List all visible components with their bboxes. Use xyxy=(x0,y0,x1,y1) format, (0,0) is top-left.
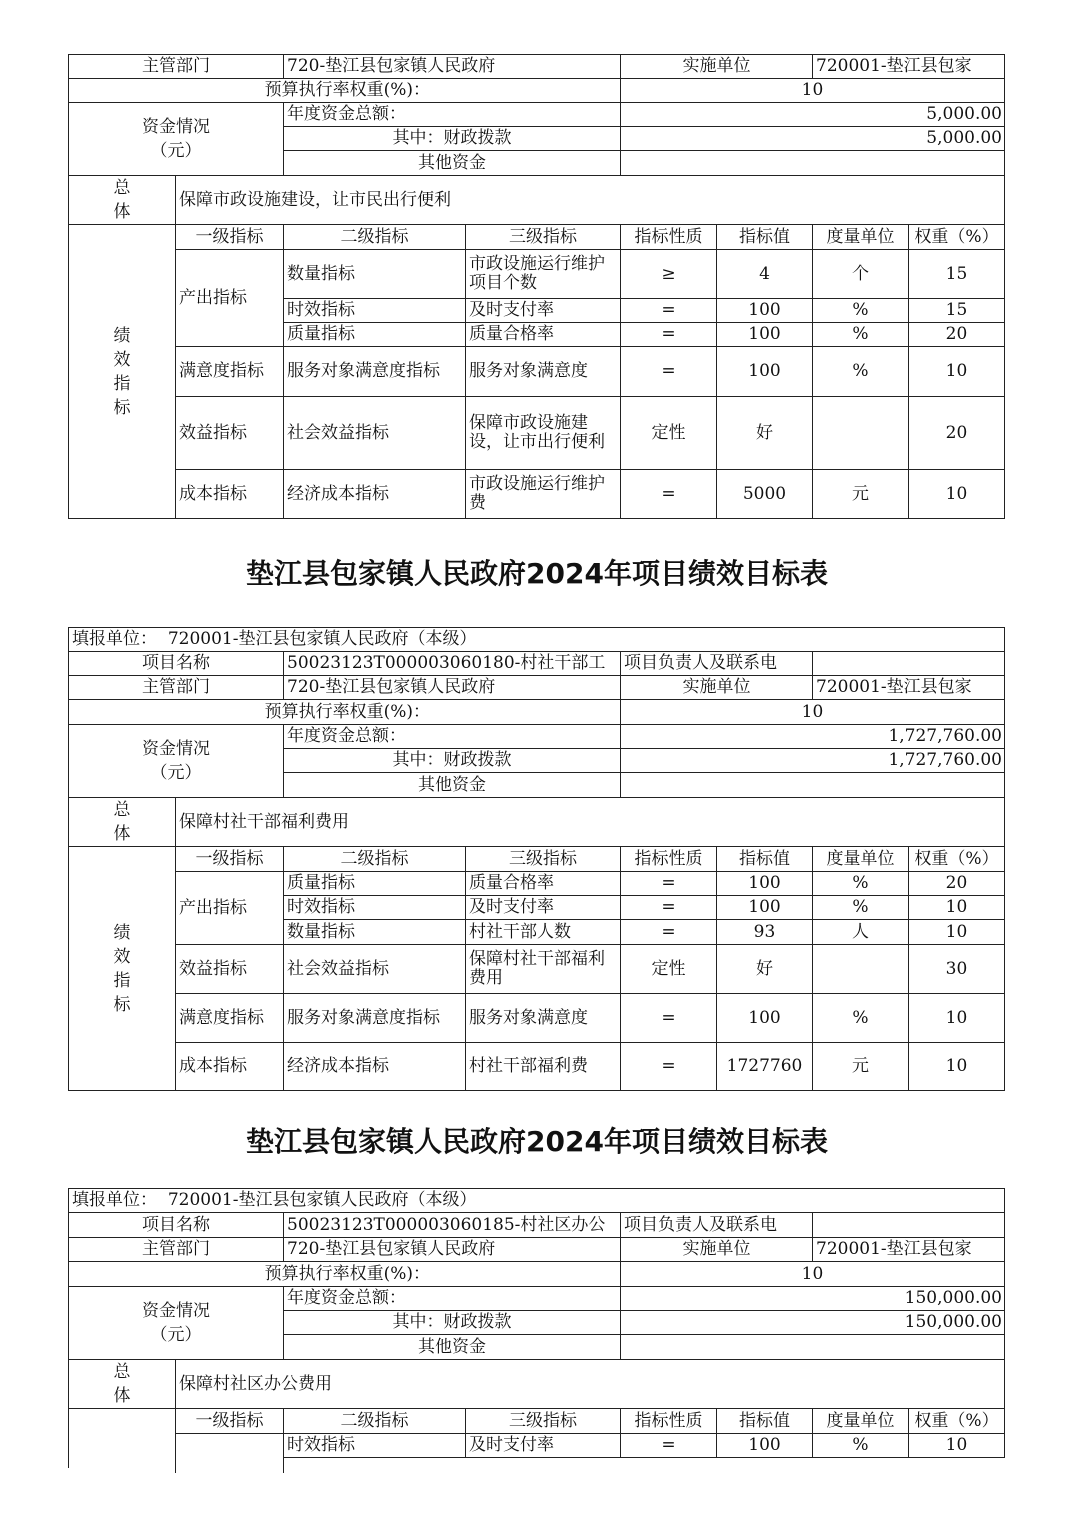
l1-benefit: 效益指标 xyxy=(175,396,284,470)
l3-cell: 保障市政设施建设，让市出行便利 xyxy=(465,396,621,470)
perf-label: 绩效指标 xyxy=(68,846,176,1091)
dept-value: 720-垫江县包家镇人民政府 xyxy=(283,1237,621,1262)
weight-cell: 20 xyxy=(908,871,1005,896)
project-name-value: 50023123T000003060185-村社区办公 xyxy=(283,1212,621,1238)
nature-cell: = xyxy=(620,469,717,519)
fiscal-value: 5,000.00 xyxy=(620,126,1005,151)
unit-cell: % xyxy=(812,346,909,397)
weight-cell: 15 xyxy=(908,298,1005,323)
weight-cell: 15 xyxy=(908,249,1005,299)
header-l3: 三级指标 xyxy=(465,846,621,872)
unit-cell: % xyxy=(812,993,909,1043)
l1-output: 产出指标 xyxy=(175,249,284,347)
overall-value: 保障市政设施建设，让市民出行便利 xyxy=(175,175,1005,225)
l3-cell: 市政设施运行维护费 xyxy=(465,469,621,519)
budget-weight-label: 预算执行率权重(%)： xyxy=(68,699,621,725)
impl-unit-value: 720001-垫江县包家 xyxy=(812,54,1005,79)
l3-cell: 及时支付率 xyxy=(465,298,621,323)
dept-label: 主管部门 xyxy=(68,675,284,700)
value-cell: 1727760 xyxy=(716,1042,813,1091)
l2-cell: 服务对象满意度指标 xyxy=(283,346,466,397)
dept-label: 主管部门 xyxy=(68,54,284,79)
value-cell: 100 xyxy=(716,895,813,920)
l2-cell: 经济成本指标 xyxy=(283,469,466,519)
project-name-value: 50023123T000003060180-村社干部工 xyxy=(283,651,621,676)
value-cell: 100 xyxy=(716,346,813,397)
fill-unit-value: 720001-垫江县包家镇人民政府（本级） xyxy=(167,1190,477,1210)
fiscal-value: 1,727,760.00 xyxy=(620,748,1005,773)
l2-cell: 数量指标 xyxy=(283,249,466,299)
overall-label: 总体 xyxy=(68,797,176,847)
unit-cell: % xyxy=(812,298,909,323)
other-fund-value xyxy=(620,1334,1005,1360)
value-cell: 93 xyxy=(716,919,813,945)
l2-cell: 服务对象满意度指标 xyxy=(283,993,466,1043)
project-name-label: 项目名称 xyxy=(68,651,284,676)
impl-unit-value: 720001-垫江县包家 xyxy=(812,1237,1005,1262)
value-cell: 好 xyxy=(716,944,813,994)
weight-cell: 30 xyxy=(908,944,1005,994)
budget-weight-label: 预算执行率权重(%)： xyxy=(68,78,621,103)
l3-cell: 村社干部福利费 xyxy=(465,1042,621,1091)
l2-cell: 质量指标 xyxy=(283,322,466,347)
header-unit: 度量单位 xyxy=(812,1408,909,1434)
unit-cell xyxy=(812,944,909,994)
unit-cell: % xyxy=(812,895,909,920)
header-l3: 三级指标 xyxy=(465,224,621,250)
budget-weight-label: 预算执行率权重(%)： xyxy=(68,1261,621,1287)
header-l2: 二级指标 xyxy=(283,846,466,872)
nature-cell: = xyxy=(620,346,717,397)
l1-cost: 成本指标 xyxy=(175,1042,284,1091)
budget-weight-value: 10 xyxy=(620,78,1005,103)
l3-cell: 服务对象满意度 xyxy=(465,346,621,397)
header-nature: 指标性质 xyxy=(620,846,717,872)
l2-cell: 时效指标 xyxy=(283,1433,466,1458)
l1-cost: 成本指标 xyxy=(175,469,284,519)
overall-value: 保障村社干部福利费用 xyxy=(175,797,1005,847)
weight-cell: 10 xyxy=(908,1042,1005,1091)
annual-total-value: 5,000.00 xyxy=(620,102,1005,127)
l2-cell: 时效指标 xyxy=(283,895,466,920)
l2-cell: 经济成本指标 xyxy=(283,1042,466,1091)
header-l3: 三级指标 xyxy=(465,1408,621,1434)
value-cell: 5000 xyxy=(716,469,813,519)
l3-cell: 村社干部人数 xyxy=(465,919,621,945)
header-value: 指标值 xyxy=(716,846,813,872)
dept-label: 主管部门 xyxy=(68,1237,284,1262)
other-fund-value xyxy=(620,150,1005,176)
fill-unit-row: 填报单位： 720001-垫江县包家镇人民政府（本级） xyxy=(68,627,1005,652)
annual-total-value: 1,727,760.00 xyxy=(620,724,1005,749)
weight-cell: 10 xyxy=(908,919,1005,945)
l3-cell: 及时支付率 xyxy=(465,895,621,920)
l3-cell: 保障村社干部福利费用 xyxy=(465,944,621,994)
other-fund-label: 其他资金 xyxy=(283,150,621,176)
unit-cell: % xyxy=(812,871,909,896)
l1-satisfaction: 满意度指标 xyxy=(175,993,284,1043)
impl-unit-label: 实施单位 xyxy=(620,1237,813,1262)
annual-total-label: 年度资金总额： xyxy=(283,1286,621,1311)
weight-cell: 10 xyxy=(908,993,1005,1043)
impl-unit-label: 实施单位 xyxy=(620,675,813,700)
project-name-label: 项目名称 xyxy=(68,1212,284,1238)
l1-output: 产出指标 xyxy=(175,871,284,945)
value-cell: 100 xyxy=(716,298,813,323)
impl-unit-label: 实施单位 xyxy=(620,54,813,79)
other-fund-value xyxy=(620,772,1005,798)
perf-label: 绩效指标 xyxy=(68,224,176,519)
annual-total-value: 150,000.00 xyxy=(620,1286,1005,1311)
fill-unit-row: 填报单位： 720001-垫江县包家镇人民政府（本级） xyxy=(68,1188,1005,1213)
dept-value: 720-垫江县包家镇人民政府 xyxy=(283,54,621,79)
value-cell: 100 xyxy=(716,871,813,896)
l3-cell: 及时支付率 xyxy=(465,1433,621,1458)
header-nature: 指标性质 xyxy=(620,224,717,250)
dept-value: 720-垫江县包家镇人民政府 xyxy=(283,675,621,700)
header-value: 指标值 xyxy=(716,1408,813,1434)
l2-cell: 社会效益指标 xyxy=(283,944,466,994)
unit-cell: % xyxy=(812,1433,909,1458)
weight-cell: 10 xyxy=(908,346,1005,397)
fiscal-label: 其中：财政拨款 xyxy=(283,126,621,151)
l1-output xyxy=(175,1433,284,1473)
nature-cell: = xyxy=(620,993,717,1043)
nature-cell: = xyxy=(620,298,717,323)
nature-cell: 定性 xyxy=(620,944,717,994)
value-cell: 100 xyxy=(716,993,813,1043)
project-leader-value xyxy=(812,1212,1005,1238)
header-l2: 二级指标 xyxy=(283,1408,466,1434)
header-l1: 一级指标 xyxy=(175,1408,284,1434)
l2-cell: 社会效益指标 xyxy=(283,396,466,470)
project-leader-value xyxy=(812,651,1005,676)
weight-cell: 20 xyxy=(908,322,1005,347)
nature-cell: = xyxy=(620,1042,717,1091)
l2-cell: 时效指标 xyxy=(283,298,466,323)
header-weight: 权重（%） xyxy=(908,224,1005,250)
value-cell: 100 xyxy=(716,322,813,347)
overall-value: 保障村社区办公费用 xyxy=(175,1359,1005,1409)
project-leader-label: 项目负责人及联系电 xyxy=(620,1212,813,1238)
header-weight: 权重（%） xyxy=(908,846,1005,872)
overall-label: 总体 xyxy=(68,175,176,225)
header-l1: 一级指标 xyxy=(175,224,284,250)
overall-label: 总体 xyxy=(68,1359,176,1409)
annual-total-label: 年度资金总额： xyxy=(283,102,621,127)
unit-cell: 元 xyxy=(812,1042,909,1091)
page-title: 垫江县包家镇人民政府2024年项目绩效目标表 xyxy=(246,557,828,590)
l2-cell: 数量指标 xyxy=(283,919,466,945)
budget-weight-value: 10 xyxy=(620,1261,1005,1287)
budget-weight-value: 10 xyxy=(620,699,1005,725)
weight-cell: 10 xyxy=(908,1433,1005,1458)
fund-label: 资金情况（元） xyxy=(68,1286,284,1360)
nature-cell: = xyxy=(620,1433,717,1458)
header-unit: 度量单位 xyxy=(812,224,909,250)
weight-cell: 10 xyxy=(908,469,1005,519)
other-fund-label: 其他资金 xyxy=(283,772,621,798)
nature-cell: 定性 xyxy=(620,396,717,470)
fill-unit-value: 720001-垫江县包家镇人民政府（本级） xyxy=(167,629,477,649)
value-cell: 好 xyxy=(716,396,813,470)
header-value: 指标值 xyxy=(716,224,813,250)
nature-cell: = xyxy=(620,895,717,920)
fund-label: 资金情况（元） xyxy=(68,724,284,798)
weight-cell: 20 xyxy=(908,396,1005,470)
fiscal-label: 其中：财政拨款 xyxy=(283,748,621,773)
impl-unit-value: 720001-垫江县包家 xyxy=(812,675,1005,700)
nature-cell: = xyxy=(620,322,717,347)
l1-satisfaction: 满意度指标 xyxy=(175,346,284,397)
l2-cell: 质量指标 xyxy=(283,871,466,896)
annual-total-label: 年度资金总额： xyxy=(283,724,621,749)
nature-cell: = xyxy=(620,919,717,945)
fiscal-value: 150,000.00 xyxy=(620,1310,1005,1335)
project-leader-label: 项目负责人及联系电 xyxy=(620,651,813,676)
header-weight: 权重（%） xyxy=(908,1408,1005,1434)
page-title: 垫江县包家镇人民政府2024年项目绩效目标表 xyxy=(246,1125,828,1158)
header-nature: 指标性质 xyxy=(620,1408,717,1434)
fund-label: 资金情况（元） xyxy=(68,102,284,176)
l3-cell: 质量合格率 xyxy=(465,871,621,896)
unit-cell xyxy=(812,396,909,470)
unit-cell: 个 xyxy=(812,249,909,299)
value-cell: 4 xyxy=(716,249,813,299)
fiscal-label: 其中：财政拨款 xyxy=(283,1310,621,1335)
l3-cell: 市政设施运行维护项目个数 xyxy=(465,249,621,299)
perf-label xyxy=(68,1408,176,1468)
l3-cell: 质量合格率 xyxy=(465,322,621,347)
unit-cell: % xyxy=(812,322,909,347)
value-cell: 100 xyxy=(716,1433,813,1458)
nature-cell: = xyxy=(620,871,717,896)
header-l2: 二级指标 xyxy=(283,224,466,250)
other-fund-label: 其他资金 xyxy=(283,1334,621,1360)
nature-cell: ≥ xyxy=(620,249,717,299)
unit-cell: 人 xyxy=(812,919,909,945)
l1-benefit: 效益指标 xyxy=(175,944,284,994)
header-unit: 度量单位 xyxy=(812,846,909,872)
weight-cell: 10 xyxy=(908,895,1005,920)
header-l1: 一级指标 xyxy=(175,846,284,872)
l3-cell: 服务对象满意度 xyxy=(465,993,621,1043)
unit-cell: 元 xyxy=(812,469,909,519)
